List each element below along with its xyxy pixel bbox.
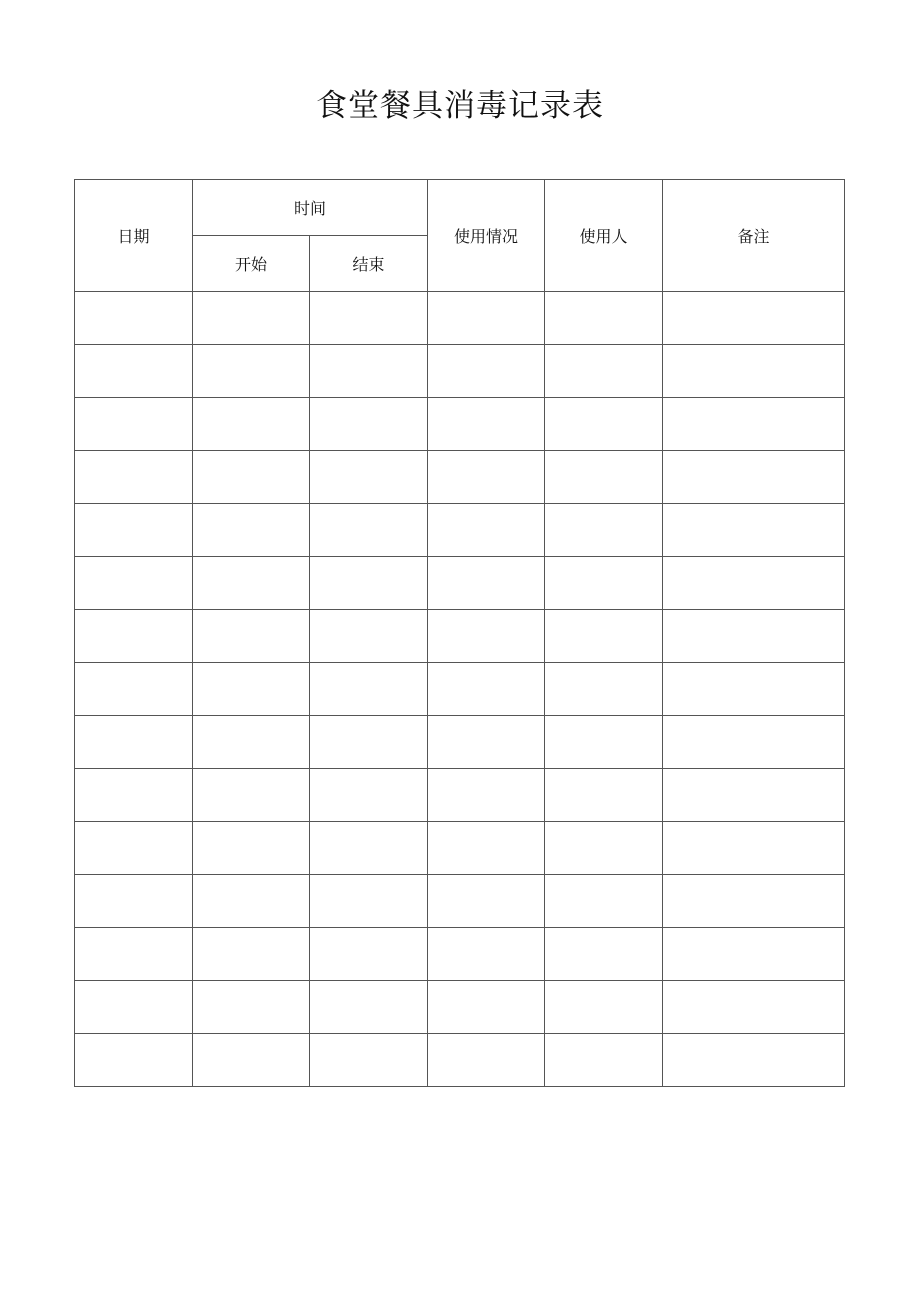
- end-cell[interactable]: [310, 398, 428, 451]
- user-cell[interactable]: [545, 875, 663, 928]
- usage-cell[interactable]: [428, 557, 545, 610]
- usage-cell[interactable]: [428, 875, 545, 928]
- start-cell[interactable]: [193, 769, 310, 822]
- end-cell[interactable]: [310, 610, 428, 663]
- table-row: [75, 663, 845, 716]
- usage-cell[interactable]: [428, 504, 545, 557]
- date-cell[interactable]: [75, 663, 193, 716]
- table-row: [75, 1034, 845, 1087]
- table-row: [75, 504, 845, 557]
- remarks-cell[interactable]: [663, 769, 845, 822]
- header-date: 日期: [75, 180, 193, 292]
- usage-cell[interactable]: [428, 716, 545, 769]
- remarks-cell[interactable]: [663, 875, 845, 928]
- start-cell[interactable]: [193, 610, 310, 663]
- user-cell[interactable]: [545, 716, 663, 769]
- table-row: [75, 981, 845, 1034]
- usage-cell[interactable]: [428, 610, 545, 663]
- start-cell[interactable]: [193, 292, 310, 345]
- start-cell[interactable]: [193, 875, 310, 928]
- end-cell[interactable]: [310, 769, 428, 822]
- date-cell[interactable]: [75, 716, 193, 769]
- start-cell[interactable]: [193, 504, 310, 557]
- date-cell[interactable]: [75, 398, 193, 451]
- table-body: [75, 292, 845, 1087]
- remarks-cell[interactable]: [663, 981, 845, 1034]
- user-cell[interactable]: [545, 292, 663, 345]
- start-cell[interactable]: [193, 822, 310, 875]
- user-cell[interactable]: [545, 398, 663, 451]
- header-start: 开始: [193, 236, 310, 292]
- user-cell[interactable]: [545, 769, 663, 822]
- usage-cell[interactable]: [428, 345, 545, 398]
- end-cell[interactable]: [310, 1034, 428, 1087]
- remarks-cell[interactable]: [663, 345, 845, 398]
- date-cell[interactable]: [75, 1034, 193, 1087]
- end-cell[interactable]: [310, 557, 428, 610]
- start-cell[interactable]: [193, 398, 310, 451]
- remarks-cell[interactable]: [663, 822, 845, 875]
- table-row: [75, 875, 845, 928]
- user-cell[interactable]: [545, 345, 663, 398]
- start-cell[interactable]: [193, 716, 310, 769]
- date-cell[interactable]: [75, 875, 193, 928]
- page-title: 食堂餐具消毒记录表: [316, 88, 604, 124]
- table-row: [75, 345, 845, 398]
- user-cell[interactable]: [545, 557, 663, 610]
- table-row: [75, 610, 845, 663]
- user-cell[interactable]: [545, 981, 663, 1034]
- end-cell[interactable]: [310, 663, 428, 716]
- table-row: [75, 398, 845, 451]
- header-time: 时间: [193, 180, 428, 236]
- user-cell[interactable]: [545, 504, 663, 557]
- start-cell[interactable]: [193, 345, 310, 398]
- remarks-cell[interactable]: [663, 504, 845, 557]
- date-cell[interactable]: [75, 345, 193, 398]
- table-row: [75, 769, 845, 822]
- user-cell[interactable]: [545, 928, 663, 981]
- end-cell[interactable]: [310, 875, 428, 928]
- remarks-cell[interactable]: [663, 663, 845, 716]
- date-cell[interactable]: [75, 981, 193, 1034]
- user-cell[interactable]: [545, 663, 663, 716]
- table-row: [75, 822, 845, 875]
- user-cell[interactable]: [545, 822, 663, 875]
- table-row: [75, 716, 845, 769]
- date-cell[interactable]: [75, 557, 193, 610]
- remarks-cell[interactable]: [663, 1034, 845, 1087]
- end-cell[interactable]: [310, 981, 428, 1034]
- user-cell[interactable]: [545, 451, 663, 504]
- header-end: 结束: [310, 236, 428, 292]
- usage-cell[interactable]: [428, 663, 545, 716]
- date-cell[interactable]: [75, 610, 193, 663]
- end-cell[interactable]: [310, 345, 428, 398]
- end-cell[interactable]: [310, 716, 428, 769]
- date-cell[interactable]: [75, 504, 193, 557]
- user-cell[interactable]: [545, 610, 663, 663]
- usage-cell[interactable]: [428, 451, 545, 504]
- table-row: [75, 292, 845, 345]
- date-cell[interactable]: [75, 822, 193, 875]
- remarks-cell[interactable]: [663, 928, 845, 981]
- table-row: [75, 557, 845, 610]
- table-row: [75, 451, 845, 504]
- usage-cell[interactable]: [428, 292, 545, 345]
- date-cell[interactable]: [75, 769, 193, 822]
- remarks-cell[interactable]: [663, 398, 845, 451]
- usage-cell[interactable]: [428, 398, 545, 451]
- usage-cell[interactable]: [428, 822, 545, 875]
- table-row: [75, 928, 845, 981]
- date-cell[interactable]: [75, 928, 193, 981]
- end-cell[interactable]: [310, 504, 428, 557]
- usage-cell[interactable]: [428, 769, 545, 822]
- end-cell[interactable]: [310, 292, 428, 345]
- remarks-cell[interactable]: [663, 451, 845, 504]
- start-cell[interactable]: [193, 557, 310, 610]
- usage-cell[interactable]: [428, 928, 545, 981]
- start-cell[interactable]: [193, 663, 310, 716]
- remarks-cell[interactable]: [663, 716, 845, 769]
- remarks-cell[interactable]: [663, 292, 845, 345]
- date-cell[interactable]: [75, 292, 193, 345]
- start-cell[interactable]: [193, 928, 310, 981]
- remarks-cell[interactable]: [663, 610, 845, 663]
- header-row-1: [75, 180, 845, 236]
- date-cell[interactable]: [75, 451, 193, 504]
- usage-cell[interactable]: [428, 981, 545, 1034]
- start-cell[interactable]: [193, 451, 310, 504]
- header-usage: 使用情况: [428, 180, 545, 292]
- disinfection-record-table: [74, 179, 845, 1087]
- start-cell[interactable]: [193, 1034, 310, 1087]
- remarks-cell[interactable]: [663, 557, 845, 610]
- end-cell[interactable]: [310, 928, 428, 981]
- header-user: 使用人: [545, 180, 663, 292]
- start-cell[interactable]: [193, 981, 310, 1034]
- end-cell[interactable]: [310, 822, 428, 875]
- header-remarks: 备注: [663, 180, 845, 292]
- end-cell[interactable]: [310, 451, 428, 504]
- user-cell[interactable]: [545, 1034, 663, 1087]
- usage-cell[interactable]: [428, 1034, 545, 1087]
